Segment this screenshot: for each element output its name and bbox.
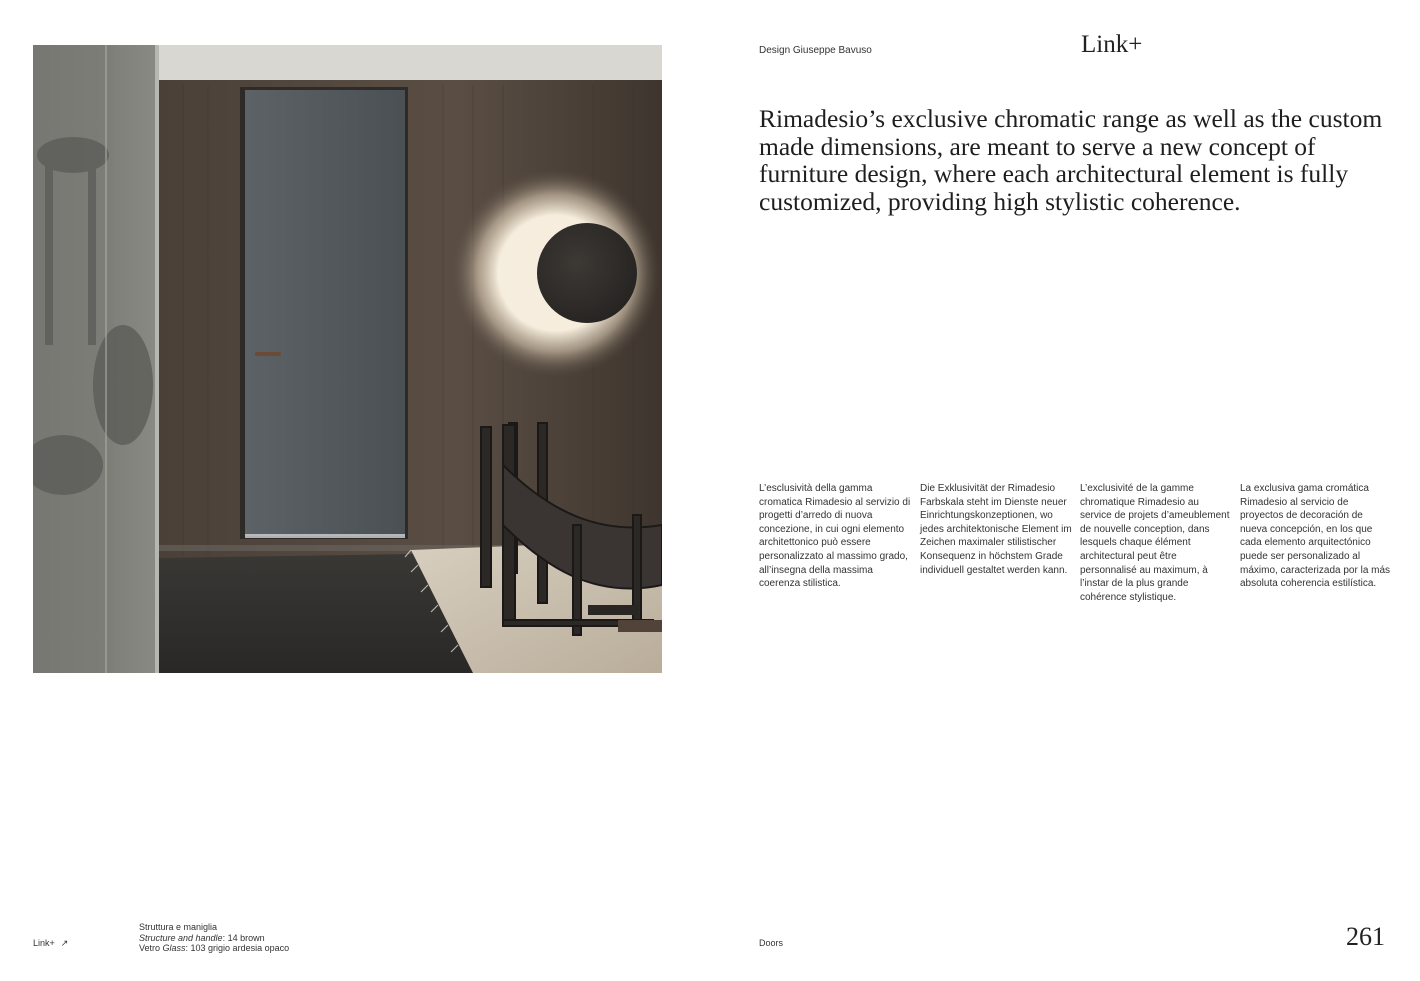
description-french: L’exclusivité de la gamme chromatique Rimadesio au service de projets d’ameublement de nouvelle conception, dans lesquels chaque élément architectural peut être personnalisé au maximum, à l’instar de la plus grande cohérence stylistique. xyxy=(1080,483,1230,603)
spec-structure-label: Struttura e maniglia xyxy=(139,922,218,932)
page-number: 261 xyxy=(1346,922,1385,951)
spec-glass xyxy=(139,943,289,954)
interior-photo xyxy=(33,45,662,673)
spec-structure-english: Structure and handle xyxy=(139,932,223,943)
product-link-label: Link+ xyxy=(33,938,55,948)
description-italian: L’esclusività della gamma cromatica Rimadesio al servizio di progetti d’arredo di nuova concezione, in cui ogni elemento architettonico può essere personalizzato al massimo grado, all’insegna della massima coerenza stilistica. xyxy=(759,483,911,590)
finish-specification xyxy=(139,922,289,954)
spec-glass-english: Glass xyxy=(162,943,186,953)
designer-credit: Design Giuseppe Bavuso xyxy=(759,45,872,56)
spec-structure-finish: : 14 brown xyxy=(222,932,265,943)
section-label: Doors xyxy=(759,938,784,948)
spec-glass-finish: : 103 grigio ardesia opaco xyxy=(185,943,290,953)
headline: Rimadesio’s exclusive chromatic range as well as the custom made dimensions, are meant to serve a new concept of furniture design, where each architectural element is fully customized, providing high stylistic coherence. xyxy=(759,104,1383,216)
arrow-up-right-icon: ↗ xyxy=(60,938,69,948)
product-link[interactable] xyxy=(33,938,68,949)
description-german: Die Exklusivität der Rimadesio Farbskala steht im Dienste neuer Einrichtungskonzeptionen, wo jedes architektonische Element im Zeichen maximaler stilistischer Konsequenz in höchstem Grade individuell gestaltet werden kann. xyxy=(920,483,1072,576)
description-spanish: La exclusiva gama cromática Rimadesio al servicio de proyectos de decoración de nueva concepción, en los que cada elemento arquitectónico puede ser personalizado al máximo, caracterizada por la más absoluta coherencia estilística. xyxy=(1240,483,1391,590)
spec-structure-value xyxy=(139,933,289,944)
product-title: Link+ xyxy=(1081,31,1143,58)
spec-glass-label: Vetro xyxy=(139,943,163,953)
